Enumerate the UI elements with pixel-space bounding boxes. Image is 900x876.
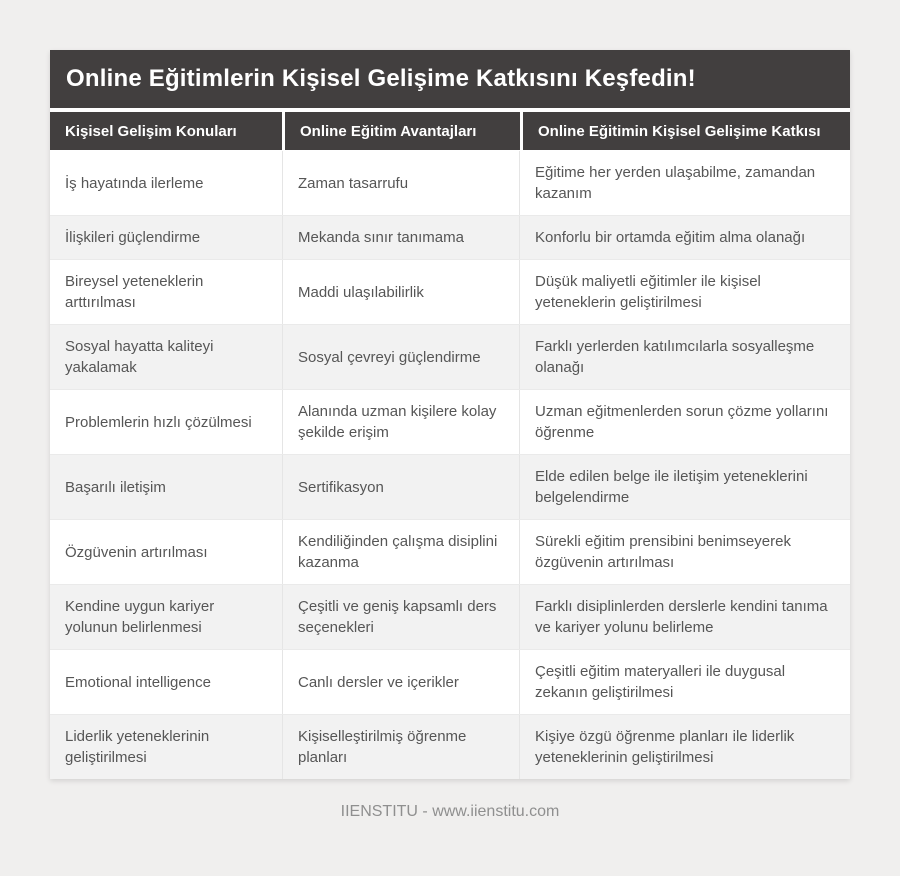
column-header-row [50, 112, 850, 150]
table-cell: Farklı disiplinlerden derslerle kendini tanıma ve kariyer yolunu belirleme [535, 598, 828, 636]
table-cell: Sertifikasyon [283, 455, 520, 519]
table-cell: Çeşitli ve geniş kapsamlı ders seçenekleri [283, 585, 520, 649]
table-cell: Sürekli eğitim prensibini benimseyerek özgüvenin artırılması [535, 533, 791, 571]
table-cell: Kendiliğinden çalışma disiplini kazanma [283, 520, 520, 584]
column-header-contribution: Online Eğitimin Kişisel Gelişime Katkısı [523, 112, 850, 150]
table-cell: Başarılı iletişim [50, 455, 283, 519]
footer-credit: IIENSTITU - www.iienstitu.com [340, 803, 560, 820]
table-cell: Problemlerin hızlı çözülmesi [50, 390, 283, 454]
table-row [50, 259, 850, 324]
table-row [50, 215, 850, 259]
table-row [50, 389, 850, 454]
table-cell: Alanında uzman kişilere kolay şekilde erişim [283, 390, 520, 454]
table-cell: Bireysel yeteneklerin arttırılması [50, 260, 283, 324]
table-cell: Maddi ulaşılabilirlik [283, 260, 520, 324]
page-title: Online Eğitimlerin Kişisel Gelişime Katkısını Keşfedin! [50, 50, 850, 108]
column-header-topics: Kişisel Gelişim Konuları [50, 112, 282, 150]
table-cell: Kişiselleştirilmiş öğrenme planları [283, 715, 520, 779]
table-cell: Canlı dersler ve içerikler [283, 650, 520, 714]
table-cell: Kendine uygun kariyer yolunun belirlenmesi [50, 585, 283, 649]
table-cell: Zaman tasarrufu [283, 151, 520, 215]
table-cell: Çeşitli eğitim materyalleri ile duygusal zekanın geliştirilmesi [535, 663, 786, 701]
table-cell: Elde edilen belge ile iletişim yeteneklerini belgelendirme [535, 468, 808, 506]
table-cell: Mekanda sınır tanımama [283, 216, 520, 259]
table-cell: Liderlik yeteneklerinin geliştirilmesi [50, 715, 283, 779]
table-row [50, 649, 850, 714]
table-row [50, 714, 850, 779]
table-cell: Özgüvenin artırılması [50, 520, 283, 584]
table-cell: Eğitime her yerden ulaşabilme, zamandan kazanım [535, 164, 816, 202]
table-cell: Emotional intelligence [50, 650, 283, 714]
table-body [50, 151, 850, 779]
table-row [50, 584, 850, 649]
table-cell: İlişkileri güçlendirme [50, 216, 283, 259]
table-row [50, 454, 850, 519]
table-row [50, 519, 850, 584]
table-cell: Farklı yerlerden katılımcılarla sosyalleşme olanağı [535, 338, 815, 376]
table-cell: Kişiye özgü öğrenme planları ile liderlik yeteneklerinin geliştirilmesi [535, 728, 795, 766]
table-cell: Uzman eğitmenlerden sorun çözme yollarını öğrenme [535, 403, 829, 441]
table-cell: Konforlu bir ortamda eğitim alma olanağı [535, 229, 806, 246]
table-cell: Sosyal hayatta kaliteyi yakalamak [50, 325, 283, 389]
infographic-card [50, 50, 850, 779]
table-cell: İş hayatında ilerleme [50, 151, 283, 215]
table-row [50, 151, 850, 215]
table-cell: Sosyal çevreyi güçlendirme [283, 325, 520, 389]
table-cell: Düşük maliyetli eğitimler ile kişisel yeteneklerin geliştirilmesi [535, 273, 761, 311]
table-row [50, 324, 850, 389]
column-header-advantages: Online Eğitim Avantajları [285, 112, 520, 150]
